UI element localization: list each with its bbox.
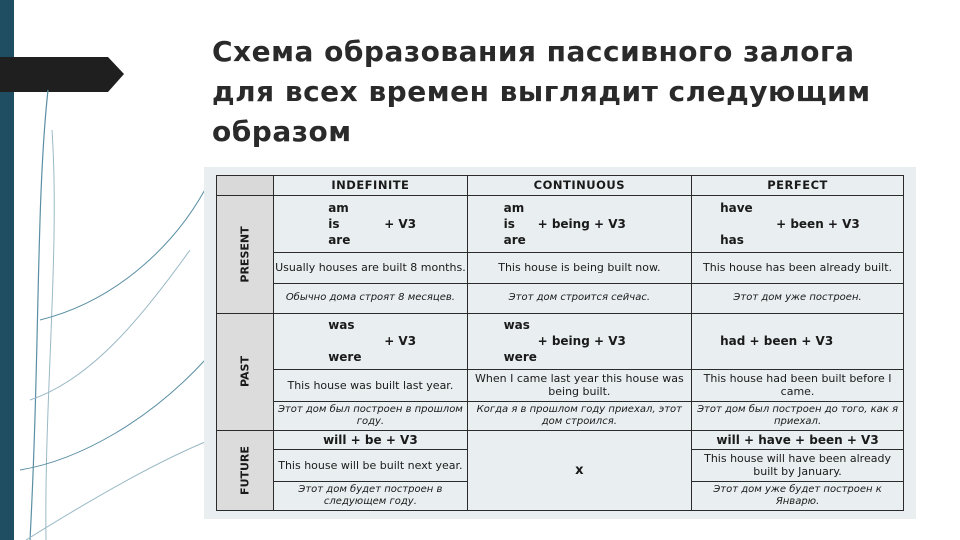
passive-voice-table: [216, 175, 904, 511]
present-perfect-formula: have + been + V3 has: [692, 195, 904, 252]
present-continuous-translation: Этот дом строится сейчас.: [467, 284, 692, 313]
present-perfect-example: This house has been already built.: [692, 252, 904, 284]
future-formula-row: [217, 431, 904, 450]
slide-title: [212, 32, 912, 152]
header-continuous: CONTINUOUS: [467, 176, 692, 196]
title-line-1: Схема образования пассивного залога: [212, 35, 855, 68]
present-indefinite-example: Usually houses are built 8 months.: [274, 252, 467, 284]
present-perfect-translation: Этот дом уже построен.: [692, 284, 904, 313]
passive-voice-table-image: [204, 167, 916, 519]
past-example-row: [217, 370, 904, 402]
title-line-2: для всех времен выглядит следующим: [212, 75, 871, 108]
future-indefinite-translation: Этот дом будет построен в следующем году.: [274, 481, 467, 510]
row-label-past: PAST: [217, 313, 274, 431]
future-perfect-example: This house will have been already built by January.: [692, 450, 904, 482]
past-continuous-translation: Когда я в прошлом году приехал, этот дом строился.: [467, 401, 692, 430]
present-translation-row: [217, 284, 904, 313]
header-row: [217, 176, 904, 196]
future-perfect-translation: Этот дом уже будет построен к Январю.: [692, 481, 904, 510]
header-indefinite: INDEFINITE: [274, 176, 467, 196]
header-perfect: PERFECT: [692, 176, 904, 196]
present-example-row: [217, 252, 904, 284]
future-indefinite-formula: will + be + V3: [274, 431, 467, 450]
past-perfect-example: This house had been built before I came.: [692, 370, 904, 402]
future-perfect-formula: will + have + been + V3: [692, 431, 904, 450]
past-perfect-translation: Этот дом был построен до того, как я приехал.: [692, 401, 904, 430]
title-line-3: образом: [212, 115, 352, 148]
row-label-present: PRESENT: [217, 195, 274, 313]
arrow-marker: [0, 57, 124, 92]
present-indefinite-formula: am is + V3 are: [274, 195, 467, 252]
future-indefinite-example: This house will be built next year.: [274, 450, 467, 482]
row-label-future: FUTURE: [217, 431, 274, 511]
present-indefinite-translation: Обычно дома строят 8 месяцев.: [274, 284, 467, 313]
past-indefinite-translation: Этот дом был построен в прошлом году.: [274, 401, 467, 430]
past-formula-row: [217, 313, 904, 370]
past-indefinite-example: This house was built last year.: [274, 370, 467, 402]
future-continuous-empty-mark: x: [467, 431, 692, 511]
past-indefinite-formula: was + V3 were: [274, 313, 467, 370]
past-continuous-formula: was + being + V3 were: [467, 313, 692, 370]
past-continuous-example: When I came last year this house was being built.: [467, 370, 692, 402]
present-continuous-formula: am is + being + V3 are: [467, 195, 692, 252]
left-accent-bar: [0, 0, 14, 540]
present-formula-row: [217, 195, 904, 252]
past-translation-row: [217, 401, 904, 430]
corner-cell: [217, 176, 274, 196]
present-continuous-example: This house is being built now.: [467, 252, 692, 284]
past-perfect-formula: had + been + V3: [692, 313, 904, 370]
